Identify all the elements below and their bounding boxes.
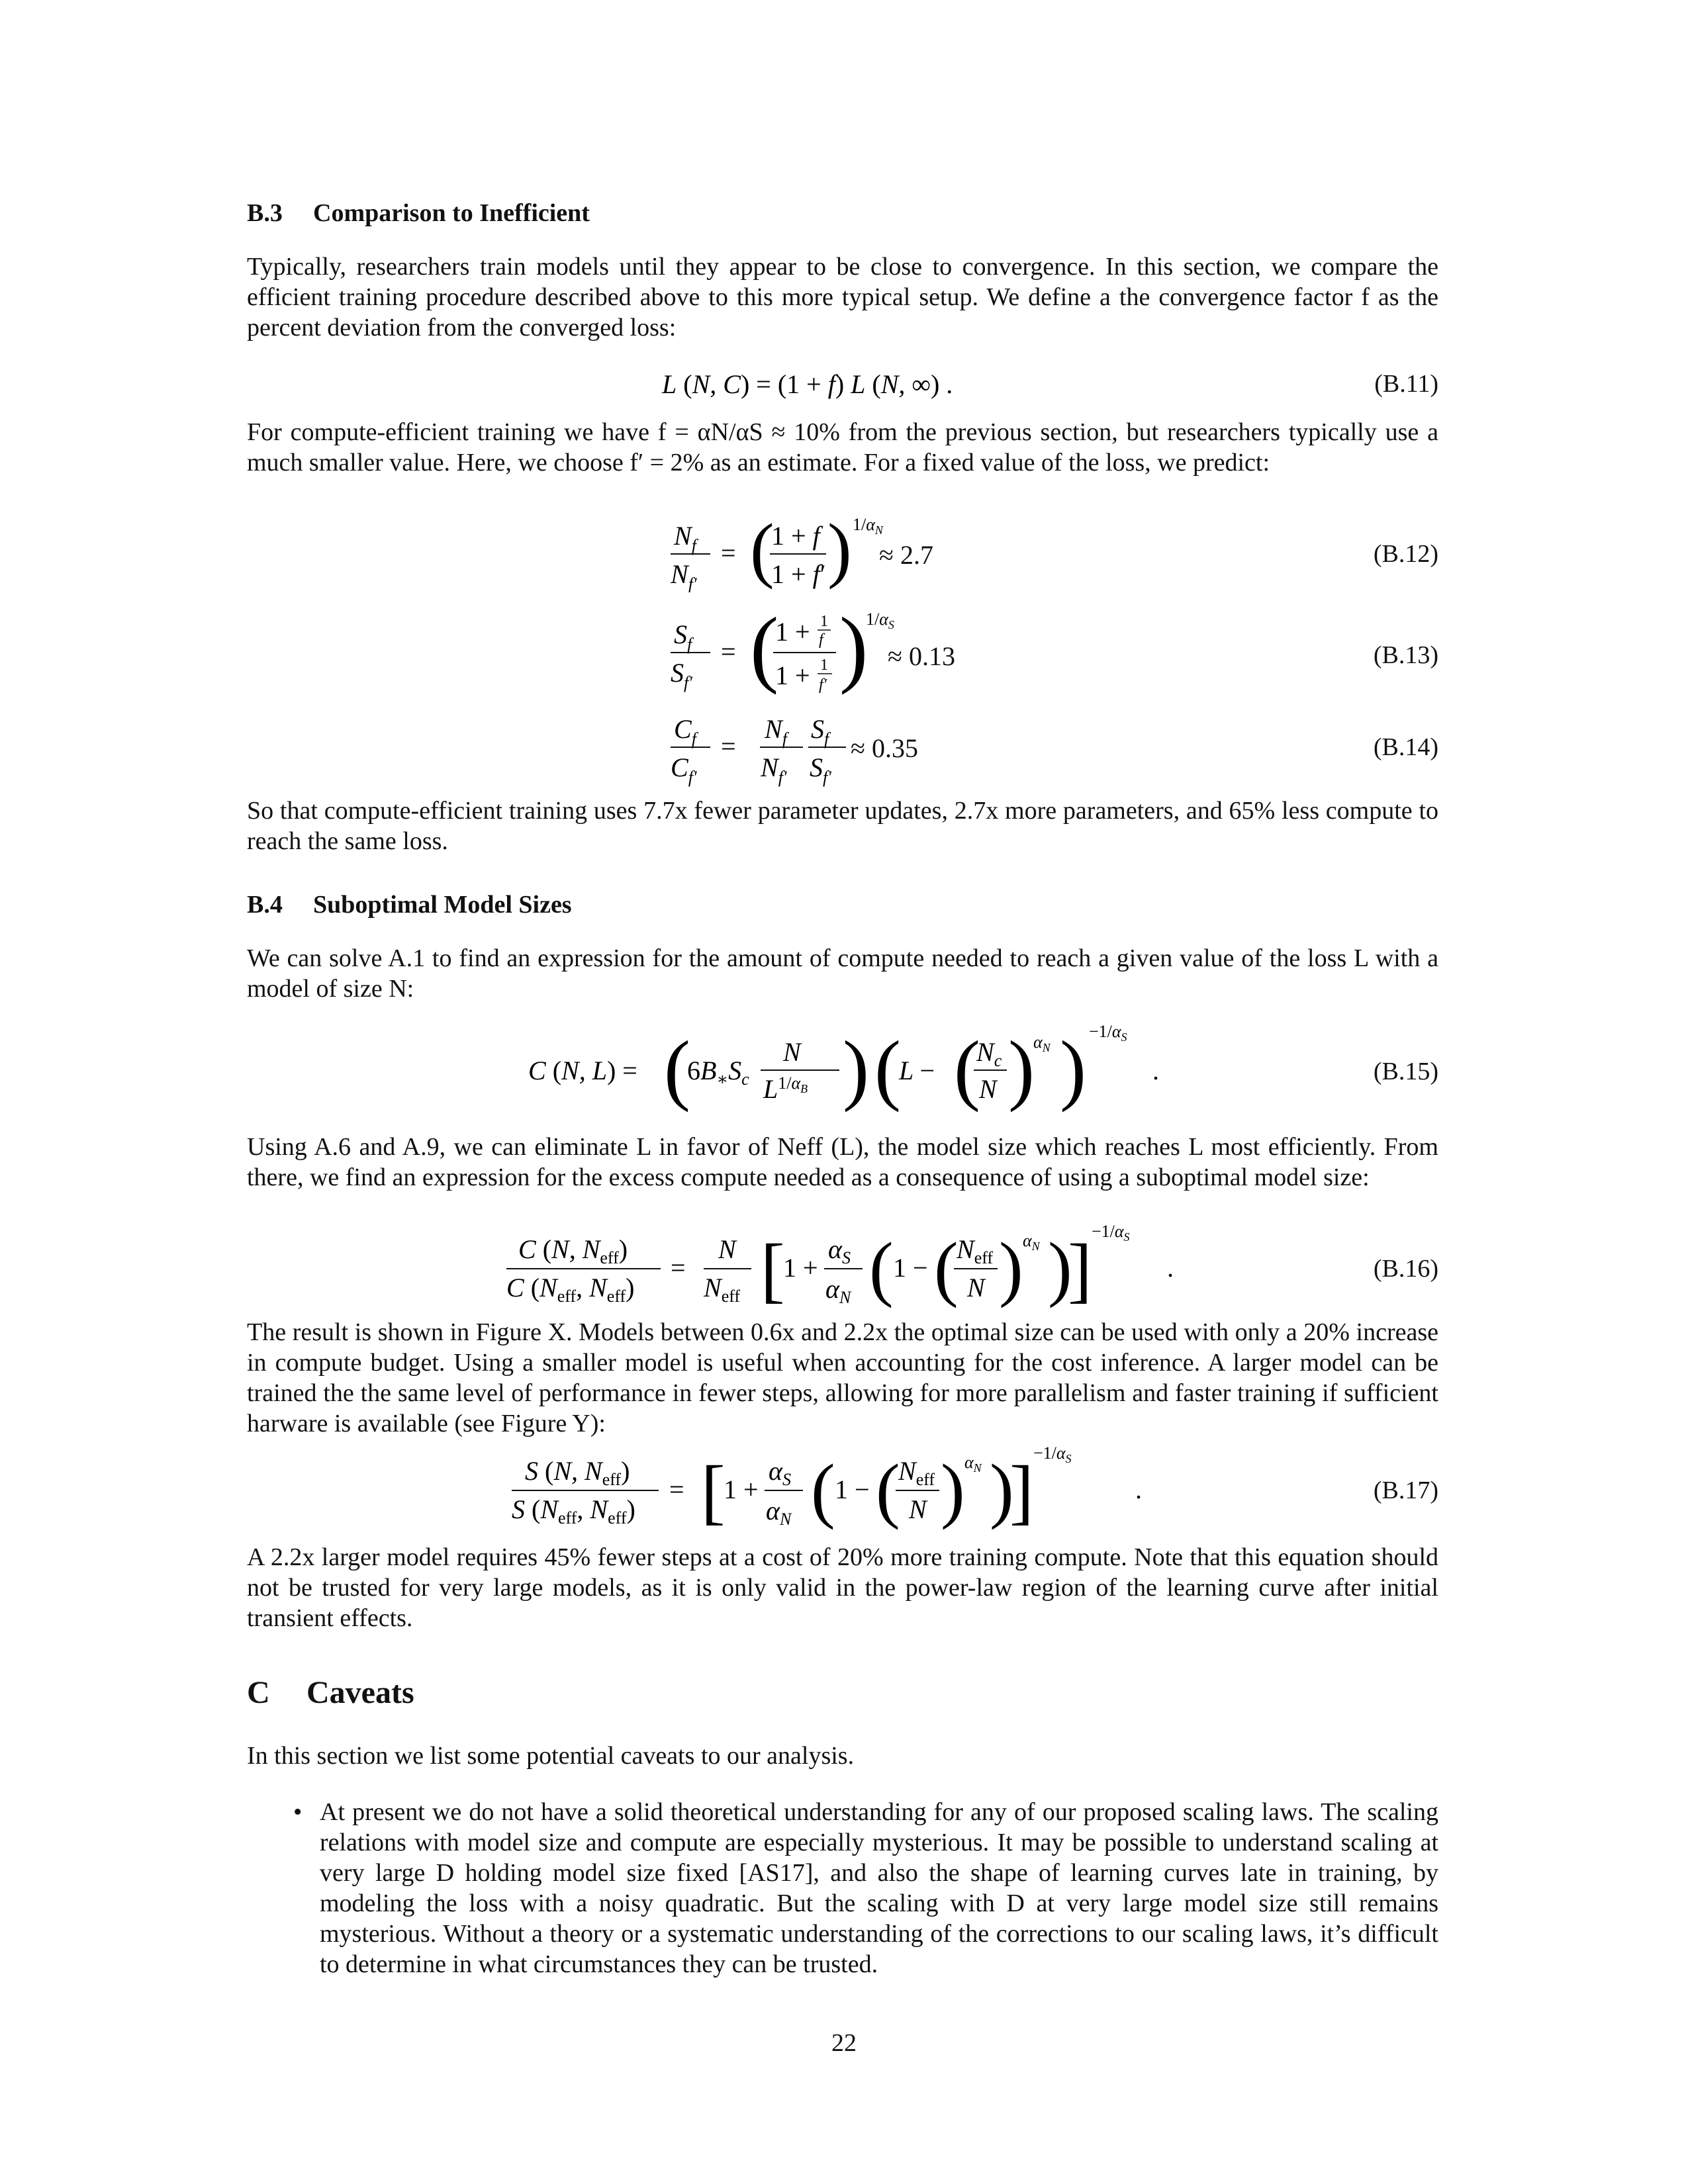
paragraph	[247, 943, 1438, 1004]
paragraph	[247, 1317, 1438, 1439]
svg-text:=: =	[721, 538, 736, 568]
svg-text:.: .	[1135, 1475, 1142, 1504]
paragraph	[247, 796, 1438, 856]
equation-number: (B.12)	[1373, 540, 1438, 568]
svg-text:Cf′: $C_{f'}$	[671, 752, 697, 787]
svg-text:.: .	[1152, 1056, 1159, 1085]
equation-b15	[247, 1023, 1438, 1122]
svg-text:Nf′: $N_{f'}$	[761, 752, 787, 787]
svg-text:Nc: $N_c$	[976, 1037, 1002, 1070]
svg-text:1 + f: 1 + f	[771, 521, 820, 551]
svg-text:): )	[1008, 1024, 1035, 1113]
svg-text:(: (	[869, 1228, 894, 1308]
paragraph	[247, 1542, 1438, 1633]
equation-number: (B.15)	[1373, 1058, 1438, 1085]
svg-text:Nf: $N_f$	[674, 521, 696, 555]
equation-b16	[247, 1221, 1438, 1320]
svg-text:−1/αS: $-1/\alpha_S$	[1089, 1023, 1127, 1044]
equation-b13	[247, 602, 1438, 702]
b3-para3: So that compute-efficient training uses 7.7x fewer parameter updates, 2.7x more parameters, and 65% less compute to reach the same loss.	[247, 797, 1438, 855]
svg-text:[: [	[701, 1451, 726, 1531]
svg-text:=: =	[671, 1253, 686, 1283]
svg-text:(: (	[954, 1024, 980, 1113]
equation-b14	[247, 711, 1438, 791]
svg-text:(: (	[811, 1449, 835, 1530]
svg-text:[: [	[761, 1229, 785, 1310]
svg-text:Neff: $N_{eff}$	[704, 1273, 741, 1306]
equation-b14-value: ≈ 0.35	[851, 733, 918, 763]
svg-text:αN: $\alpha_N$	[825, 1274, 851, 1307]
svg-text:6B∗Sc: $6B_∗S_c$	[687, 1056, 749, 1089]
svg-text:.: .	[1167, 1253, 1174, 1283]
svg-text:αS: $\alpha_S$	[769, 1456, 791, 1489]
b3-para1: Typically, researchers train models until they appear to be close to convergence. In this section, we compare the efficient training procedure described above to this more typical setup. We define a the convergence factor f as the percent deviation from the converged loss:	[247, 253, 1438, 341]
svg-text:): )	[1060, 1024, 1086, 1113]
svg-text:]: ]	[1068, 1229, 1092, 1310]
equation-b12-svg	[247, 513, 975, 592]
svg-text:1 +: 1 +	[724, 1475, 759, 1504]
paragraph	[247, 1132, 1438, 1193]
equation-number: (B.14)	[1373, 733, 1438, 761]
svg-text:): )	[941, 1449, 965, 1530]
section-number: B.4	[247, 891, 283, 919]
equation-number: (B.17)	[1373, 1477, 1438, 1504]
svg-text:αN: $\alpha_N$	[964, 1453, 982, 1475]
svg-text:1: 1	[820, 657, 828, 674]
svg-text:Sf′: $S_{f'}$	[671, 658, 692, 692]
svg-text:αN: $\alpha_N$	[1023, 1231, 1040, 1253]
svg-text:C (N, L) =: C (N, L) =	[528, 1056, 637, 1085]
c-para1: In this section we list some potential caveats to our analysis.	[247, 1742, 855, 1770]
equation-number: (B.11)	[1374, 370, 1438, 398]
svg-text:C (N, Neff): C (N, $N_{eff}$)	[518, 1234, 628, 1267]
svg-text:=: =	[669, 1475, 684, 1504]
section-heading-b3	[247, 199, 590, 228]
svg-text:Nf: $N_f$	[765, 714, 787, 749]
equation-number: (B.16)	[1373, 1255, 1438, 1283]
svg-text:(: (	[874, 1024, 901, 1113]
svg-text:=: =	[721, 637, 736, 666]
svg-text:Nf′: $N_{f'}$	[671, 559, 697, 592]
svg-text:N: N	[909, 1494, 927, 1524]
svg-text:N: N	[967, 1273, 985, 1302]
list-item	[293, 1797, 1438, 1979]
svg-text:f′: f′	[819, 676, 827, 694]
svg-text:Sf: $S_f$	[811, 714, 829, 749]
equation-number: (B.13)	[1373, 641, 1438, 669]
b3-para2: For compute-efficient training we have f = αN/αS ≈ 10% from the previous section, but researchers typically use a much smaller value. Here, we choose f′ = 2% as an estimate. For a fixed value of the loss, we predict:	[247, 418, 1438, 477]
equation-b12-value: ≈ 2.7	[879, 540, 933, 570]
svg-text:1 −: 1 −	[835, 1475, 870, 1504]
svg-text:(: (	[664, 1024, 690, 1113]
svg-text:Cf: $C_f$	[674, 714, 696, 749]
svg-text:L −: L −	[899, 1056, 935, 1085]
svg-text:C (Neff, Neff): C ($N_{eff}$, $N_{eff}$)	[506, 1273, 635, 1306]
svg-text:1 +: 1 +	[775, 660, 810, 690]
svg-text:): )	[999, 1228, 1023, 1308]
svg-text:): )	[1048, 1228, 1072, 1308]
section-title: Suboptimal Model Sizes	[313, 891, 572, 919]
svg-text:): )	[839, 602, 868, 696]
svg-text:): )	[990, 1449, 1014, 1530]
svg-text:]: ]	[1009, 1451, 1034, 1531]
svg-text:L (N, C) = (1 + f) L (N, ∞) .: L (N, C) = (1 + f) L (N, ∞) .	[662, 369, 953, 399]
svg-text:αN: $\alpha_N$	[766, 1496, 792, 1529]
section-number: C	[247, 1675, 270, 1710]
svg-text:Neff: $N_{eff}$	[957, 1234, 994, 1267]
bullet-icon: •	[293, 1798, 303, 1826]
equation-b11	[247, 364, 1438, 404]
svg-text:−1/αS: $-1/\alpha_S$	[1033, 1443, 1072, 1465]
svg-text:=: =	[721, 731, 736, 761]
svg-text:1 +: 1 +	[783, 1253, 818, 1283]
section-heading-b4	[247, 890, 572, 919]
svg-text:1 −: 1 −	[893, 1253, 928, 1283]
section-title: Comparison to Inefficient	[313, 199, 590, 227]
svg-text:1/αS: $1/\alpha_S$	[866, 610, 894, 631]
svg-text:1 + f′: 1 + f′	[771, 559, 826, 589]
svg-text:1: 1	[820, 613, 828, 630]
svg-text:N: N	[979, 1074, 997, 1104]
svg-text:f: f	[819, 631, 823, 649]
c-bullet1: At present we do not have a solid theoretical understanding for any of our proposed scaling laws. The scaling relations with model size and compute are especially mysterious. It may be possible to understand scaling at very large D holding model size fixed [AS17], and also the shape of learning curves late in training, by modeling the loss with a noisy quadratic. But the scaling with D at very large model size still remains mysterious. Without a theory or a systematic understanding of the corrections to our scaling laws, it’s difficult to determine in what circumstances they can be trusted.	[320, 1798, 1438, 1978]
svg-text:1 +: 1 +	[775, 617, 810, 647]
svg-text:Sf′: $S_{f'}$	[810, 752, 831, 787]
svg-text:L1/αB: $L^{1/}\alpha B$	[763, 1073, 808, 1104]
equation-b17	[247, 1443, 1438, 1542]
section-heading-c	[247, 1674, 414, 1711]
svg-text:S (Neff, Neff): S ($N_{eff}$, $N_{eff}$)	[512, 1494, 635, 1527]
svg-text:N: N	[783, 1037, 801, 1067]
paragraph	[247, 1741, 1438, 1771]
b4-para3: The result is shown in Figure X. Models between 0.6x and 2.2x the optimal size can be used with only a 20% increase in compute budget. Using a smaller model is useful when accounting for the cost inference. A larger model can be trained the the same level of performance in fewer steps, allowing for more parallelism and faster training if sufficient harware is available (see Figure Y):	[247, 1318, 1438, 1437]
svg-text:): )	[843, 1024, 869, 1113]
section-title: Caveats	[306, 1675, 414, 1710]
equation-b15-svg	[247, 1023, 1174, 1122]
svg-text:Neff: $N_{eff}$	[898, 1456, 935, 1489]
svg-text:1/αN: $1/\alpha_N$	[853, 515, 883, 537]
equation-b13-svg	[247, 602, 975, 702]
equation-b17-svg	[247, 1443, 1174, 1542]
b4-para4: A 2.2x larger model requires 45% fewer steps at a cost of 20% more training compute. Note that this equation should not be trusted for very large models, as it is only valid in the power-law region of the learning curve after initial transient effects.	[247, 1543, 1438, 1632]
svg-text:αS: $\alpha_S$	[828, 1234, 851, 1267]
equation-b13-value: ≈ 0.13	[888, 641, 955, 671]
svg-text:S (N, Neff): S (N, $N_{eff}$)	[525, 1456, 630, 1489]
svg-text:(: (	[934, 1228, 959, 1308]
equation-b16-svg	[247, 1221, 1174, 1320]
svg-text:(: (	[750, 602, 779, 696]
svg-text:(: (	[750, 513, 774, 590]
b4-para2: Using A.6 and A.9, we can eliminate L in favor of Neff (L), the model size which reaches L most efficiently. From there, we find an expression for the excess compute needed as a consequence of using a suboptimal model size:	[247, 1133, 1438, 1191]
svg-text:Sf: $S_f$	[674, 619, 692, 654]
section-number: B.3	[247, 199, 283, 227]
svg-text:(: (	[876, 1449, 900, 1530]
page-number: 22	[831, 2029, 857, 2057]
svg-text:−1/αS: $-1/\alpha_S$	[1092, 1222, 1130, 1244]
equation-b11-svg	[247, 364, 1438, 404]
paragraph	[247, 417, 1438, 478]
svg-text:): )	[827, 513, 852, 590]
b4-para1: We can solve A.1 to find an expression for the amount of compute needed to reach a given value of the loss L with a model of size N:	[247, 944, 1438, 1003]
paragraph	[247, 251, 1438, 343]
svg-text:αN: $\alpha_N$	[1033, 1032, 1051, 1054]
svg-text:N: N	[718, 1234, 736, 1264]
equation-b12	[247, 513, 1438, 592]
